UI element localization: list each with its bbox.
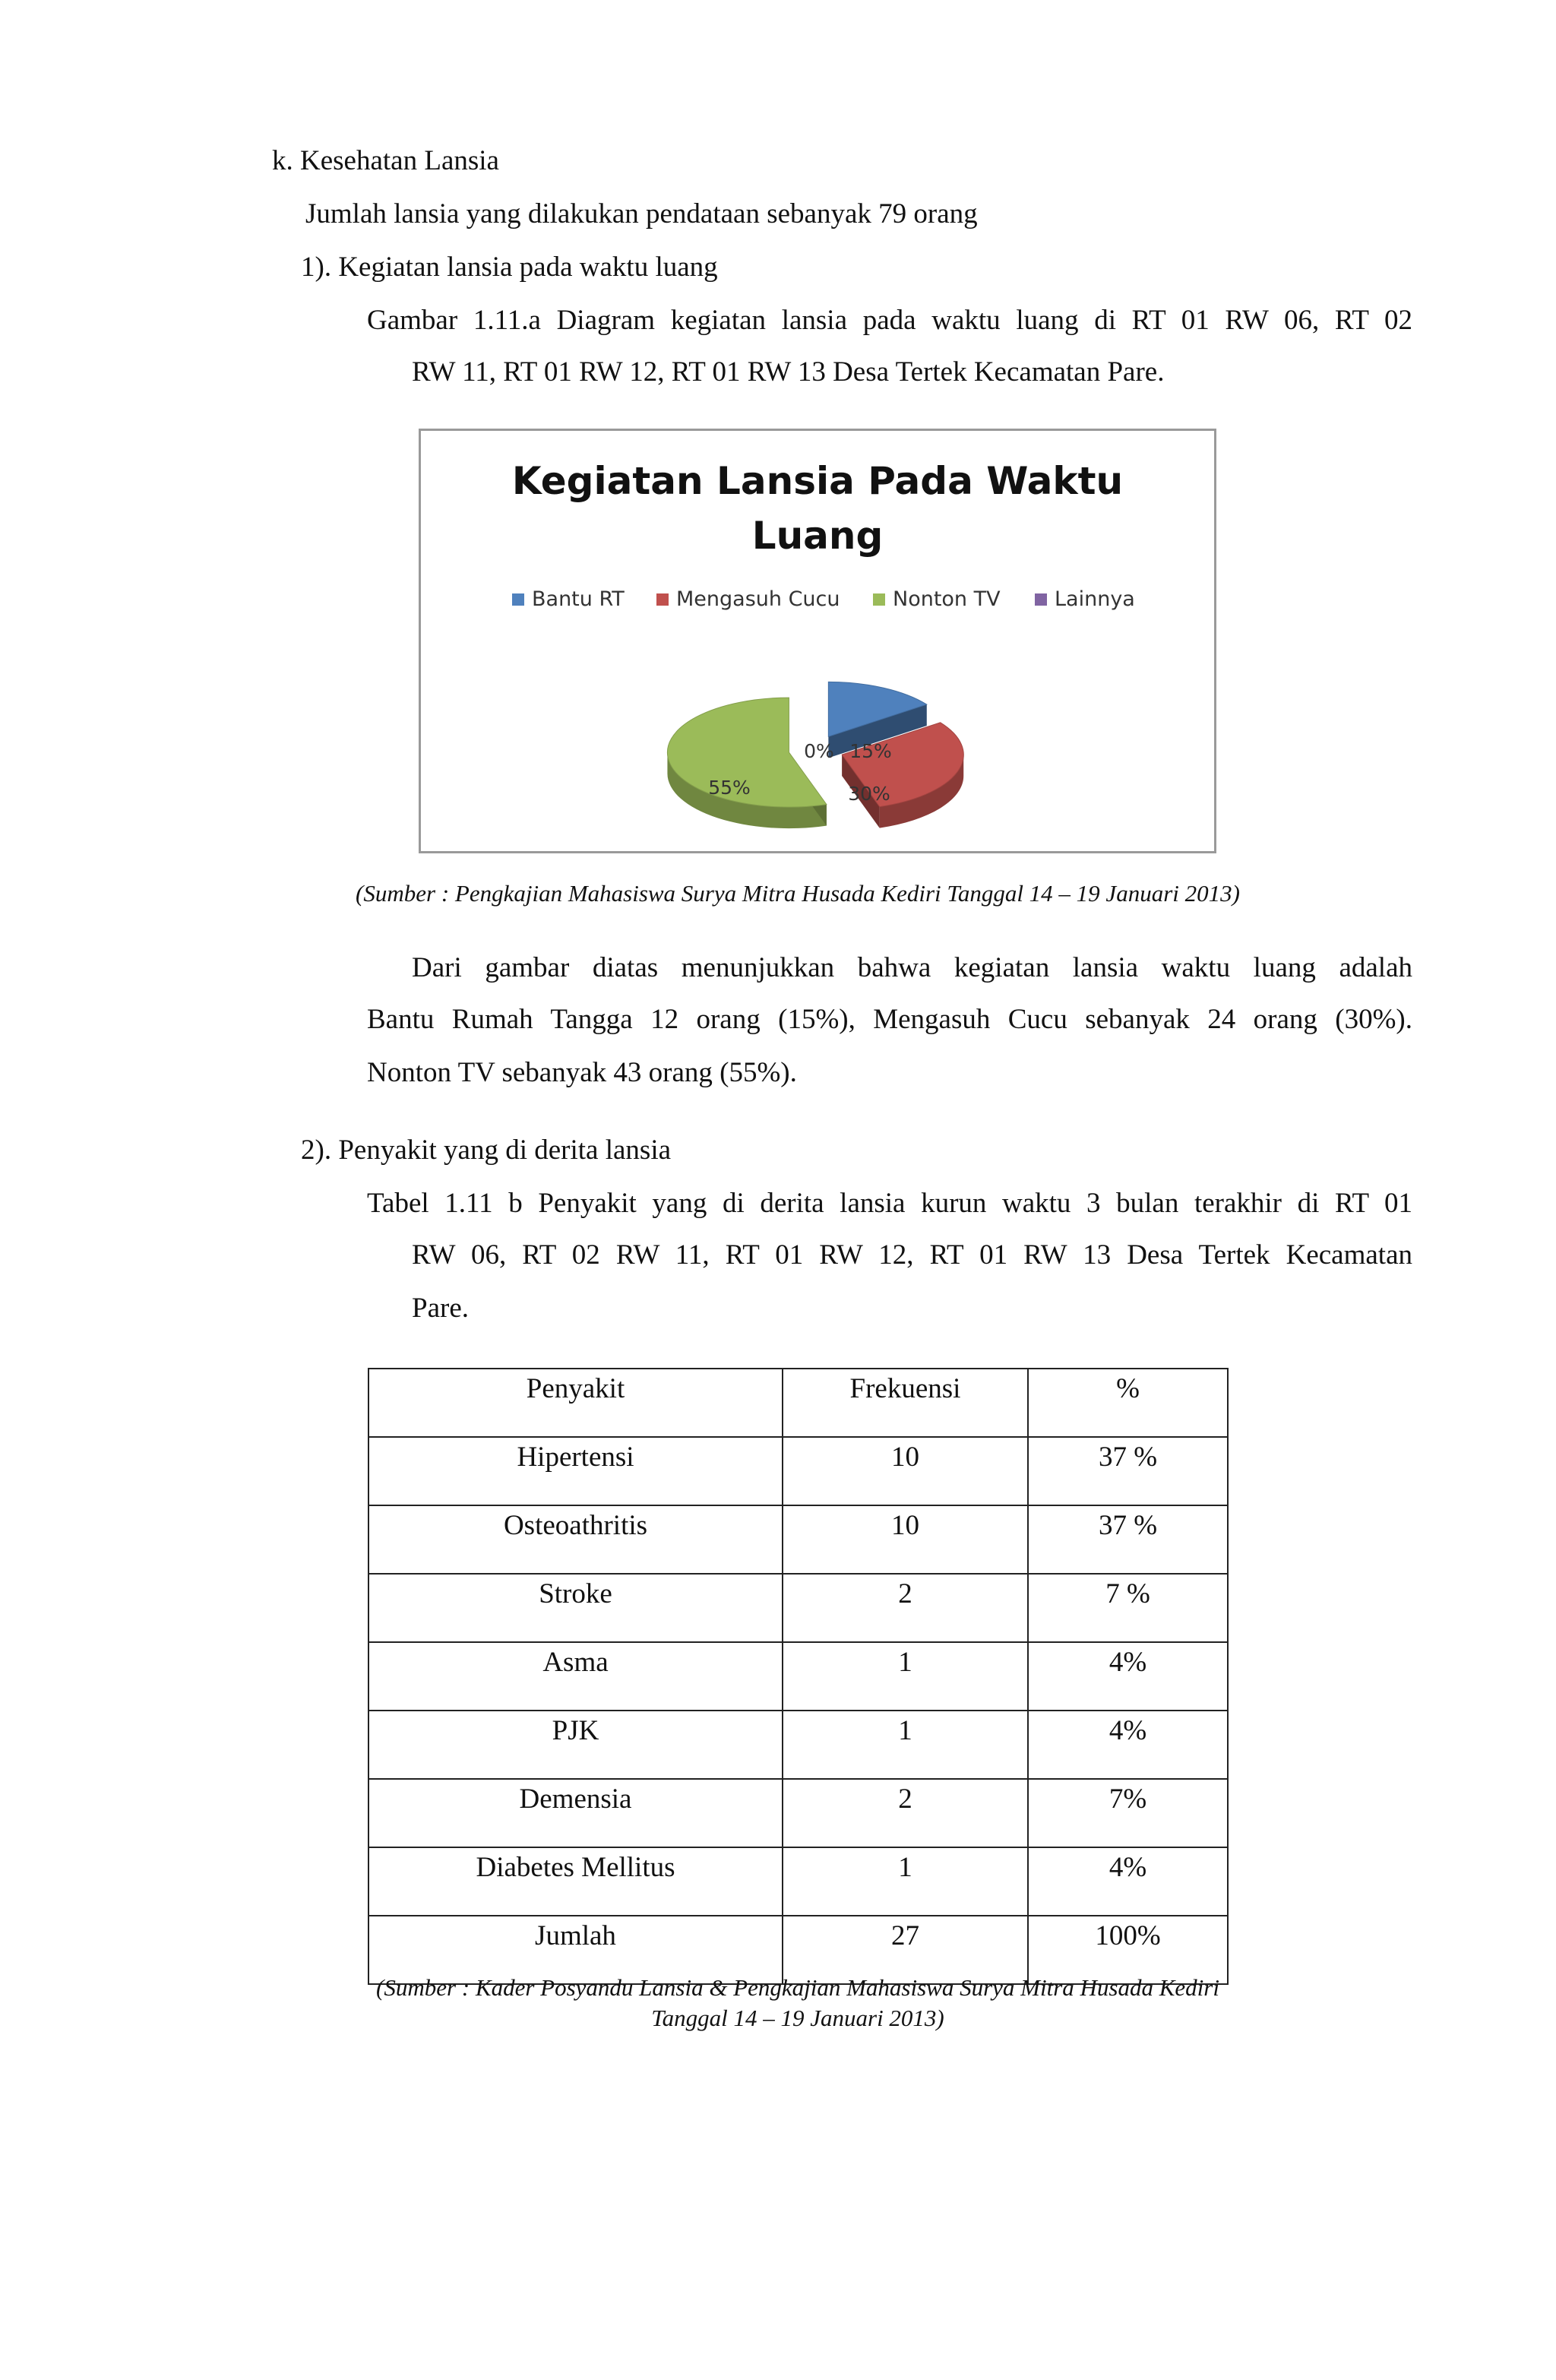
table-row	[368, 1779, 1228, 1847]
cell-penyakit: PJK	[368, 1711, 783, 1779]
pie-chart	[419, 429, 1216, 853]
table-header-row	[368, 1369, 1228, 1437]
cell-percent: 4%	[1028, 1847, 1228, 1916]
cell-percent: 4%	[1028, 1711, 1228, 1779]
cell-percent: 7%	[1028, 1779, 1228, 1847]
table-source-line1: (Sumber : Kader Posyandu Lansia & Pengkajian Mahasiswa Surya Mitra Husada Kediri	[376, 1974, 1219, 2001]
cell-percent: 100%	[1028, 1916, 1228, 1984]
cell-percent: 7 %	[1028, 1574, 1228, 1642]
cell-penyakit: Osteoathritis	[368, 1505, 783, 1574]
cell-penyakit: Stroke	[368, 1574, 783, 1642]
pie-data-label: 55%	[708, 777, 751, 799]
header-percent: %	[1028, 1369, 1228, 1437]
table-row	[368, 1847, 1228, 1916]
figure-source: (Sumber : Pengkajian Mahasiswa Surya Mitra Husada Kediri Tanggal 14 – 19 Januari 2013)	[356, 880, 1240, 907]
legend-label: Lainnya	[1055, 587, 1135, 611]
pie-plot	[421, 431, 1214, 851]
table-row	[368, 1437, 1228, 1505]
cell-frekuensi: 1	[783, 1642, 1028, 1711]
cell-penyakit: Demensia	[368, 1779, 783, 1847]
cell-frekuensi: 1	[783, 1711, 1028, 1779]
cell-percent: 37 %	[1028, 1437, 1228, 1505]
table-source-line2: Tanggal 14 – 19 Januari 2013)	[651, 2005, 944, 2031]
legend-label: Mengasuh Cucu	[676, 587, 840, 611]
cell-frekuensi: 10	[783, 1505, 1028, 1574]
cell-penyakit: Diabetes Mellitus	[368, 1847, 783, 1916]
figure-caption-line1: Gambar 1.11.a Diagram kegiatan lansia pada waktu luang di RT 01 RW 06, RT 02	[367, 305, 1412, 336]
legend-label: Bantu RT	[532, 587, 625, 611]
chart-title-line2: Luang	[751, 514, 884, 558]
header-penyakit: Penyakit	[368, 1369, 783, 1437]
disease-table	[368, 1368, 1229, 1985]
pie-data-label: 0%	[804, 740, 834, 762]
cell-penyakit: Asma	[368, 1642, 783, 1711]
table-row	[368, 1711, 1228, 1779]
cell-percent: 4%	[1028, 1642, 1228, 1711]
table-row	[368, 1505, 1228, 1574]
section-heading: k. Kesehatan Lansia	[272, 145, 499, 176]
cell-frekuensi: 2	[783, 1574, 1028, 1642]
header-frekuensi: Frekuensi	[783, 1369, 1028, 1437]
intro-text: Jumlah lansia yang dilakukan pendataan sebanyak 79 orang	[305, 198, 978, 229]
cell-frekuensi: 10	[783, 1437, 1028, 1505]
table-caption-line1: Tabel 1.11 b Penyakit yang di derita lansia kurun waktu 3 bulan terakhir di RT 01	[367, 1188, 1412, 1219]
paragraph-line3: Nonton TV sebanyak 43 orang (55%).	[367, 1057, 797, 1088]
figure-caption-line2: RW 11, RT 01 RW 12, RT 01 RW 13 Desa Tertek Kecamatan Pare.	[412, 356, 1165, 388]
cell-penyakit: Jumlah	[368, 1916, 783, 1984]
table-row	[368, 1642, 1228, 1711]
cell-frekuensi: 2	[783, 1779, 1028, 1847]
part1-heading: 1). Kegiatan lansia pada waktu luang	[301, 252, 718, 283]
table-row	[368, 1574, 1228, 1642]
table-caption-line2: RW 06, RT 02 RW 11, RT 01 RW 12, RT 01 RW 13 Desa Tertek Kecamatan	[412, 1239, 1412, 1271]
table-caption-line3: Pare.	[412, 1293, 469, 1324]
cell-frekuensi: 27	[783, 1916, 1028, 1984]
cell-percent: 37 %	[1028, 1505, 1228, 1574]
paragraph-line2: Bantu Rumah Tangga 12 orang (15%), Mengasuh Cucu sebanyak 24 orang (30%).	[367, 1004, 1412, 1035]
pie-data-label: 15%	[849, 740, 892, 762]
pie-data-label: 30%	[848, 783, 890, 805]
part2-heading: 2). Penyakit yang di derita lansia	[301, 1135, 672, 1166]
cell-frekuensi: 1	[783, 1847, 1028, 1916]
paragraph-line1: Dari gambar diatas menunjukkan bahwa kegiatan lansia waktu luang adalah	[412, 952, 1412, 983]
legend-label: Nonton TV	[893, 587, 1001, 611]
cell-penyakit: Hipertensi	[368, 1437, 783, 1505]
chart-title-line1: Kegiatan Lansia Pada Waktu	[511, 459, 1124, 503]
